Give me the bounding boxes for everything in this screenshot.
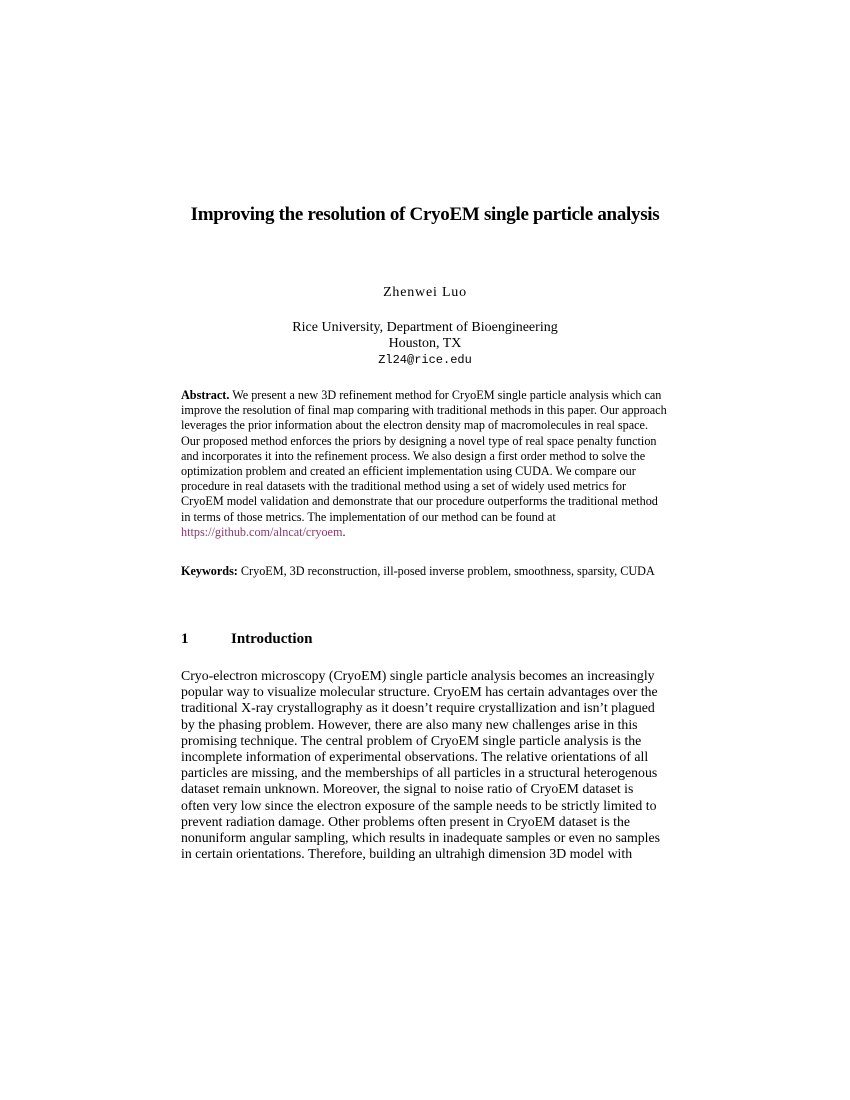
abstract [181, 388, 669, 540]
abstract-body: We present a new 3D refinement method for CryoEM single particle analysis which can improve the resolution of final map comparing with traditional methods in this paper. Our approach leverages the prior information about the electron density map of macromolecules in real space. Our proposed method enforces the priors by designing a novel type of real space penalty function and incorporates it into the refinement process. We also design a first order method to solve the optimization problem and created an efficient implementation using CUDA. We compare our procedure in real datasets with the traditional method using a set of widely used metrics for CryoEM model validation and demonstrate that our procedure outperforms the traditional method in terms of those metrics. The implementation of our method can be found at [181, 388, 667, 524]
intro-line: traditional X-ray crystallography as it doesn’t require crystallization and isn’t plagued [181, 700, 655, 716]
repository-link[interactable]: https://github.com/alncat/cryoem [181, 524, 343, 539]
intro-line: by the phasing problem. However, there are also many new challenges arise in this [181, 716, 638, 732]
keywords-body: CryoEM, 3D reconstruction, ill-posed inverse problem, smoothness, sparsity, CUDA [237, 564, 655, 578]
abstract-label: Abstract. [181, 388, 230, 402]
author-email: Zl24@rice.edu [378, 353, 472, 367]
affiliation-institution: Rice University, Department of Bioengineering [292, 320, 558, 335]
author-name: Zhenwei Luo [383, 285, 467, 300]
section-heading [181, 631, 312, 648]
intro-line: nonuniform angular sampling, which results in inadequate samples or even no samples [181, 830, 660, 846]
keywords [181, 564, 669, 579]
intro-line: prevent radiation damage. Other problems often present in CryoEM dataset is the [181, 813, 631, 829]
affiliation-location: Houston, TX [388, 336, 462, 351]
intro-line: Cryo-electron microscopy (CryoEM) single particle analysis becomes an increasingly [181, 668, 655, 683]
section-title: Introduction [231, 631, 313, 647]
keywords-label: Keywords: [181, 564, 238, 578]
intro-line: often very low since the electron exposure of the sample needs to be strictly limited to [181, 797, 657, 813]
abstract-end: . [342, 524, 346, 539]
intro-line: popular way to visualize molecular structure. CryoEM has certain advantages over the [181, 684, 658, 700]
section-number: 1 [181, 631, 189, 647]
intro-line: particles are missing, and the memberships of all particles in a structural heterogenous [181, 765, 658, 781]
intro-line: promising technique. The central problem of CryoEM single particle analysis is the [181, 732, 642, 748]
paper-title: Improving the resolution of CryoEM single particle analysis [190, 204, 660, 225]
intro-line: in certain orientations. Therefore, building an ultrahigh dimension 3D model with [181, 846, 633, 862]
intro-line: dataset remain unknown. Moreover, the signal to noise ratio of CryoEM dataset is [181, 781, 634, 797]
intro-line: incomplete information of experimental observations. The relative orientations of all [181, 749, 649, 765]
introduction-paragraph [181, 668, 665, 862]
author-affiliation [0, 320, 850, 369]
